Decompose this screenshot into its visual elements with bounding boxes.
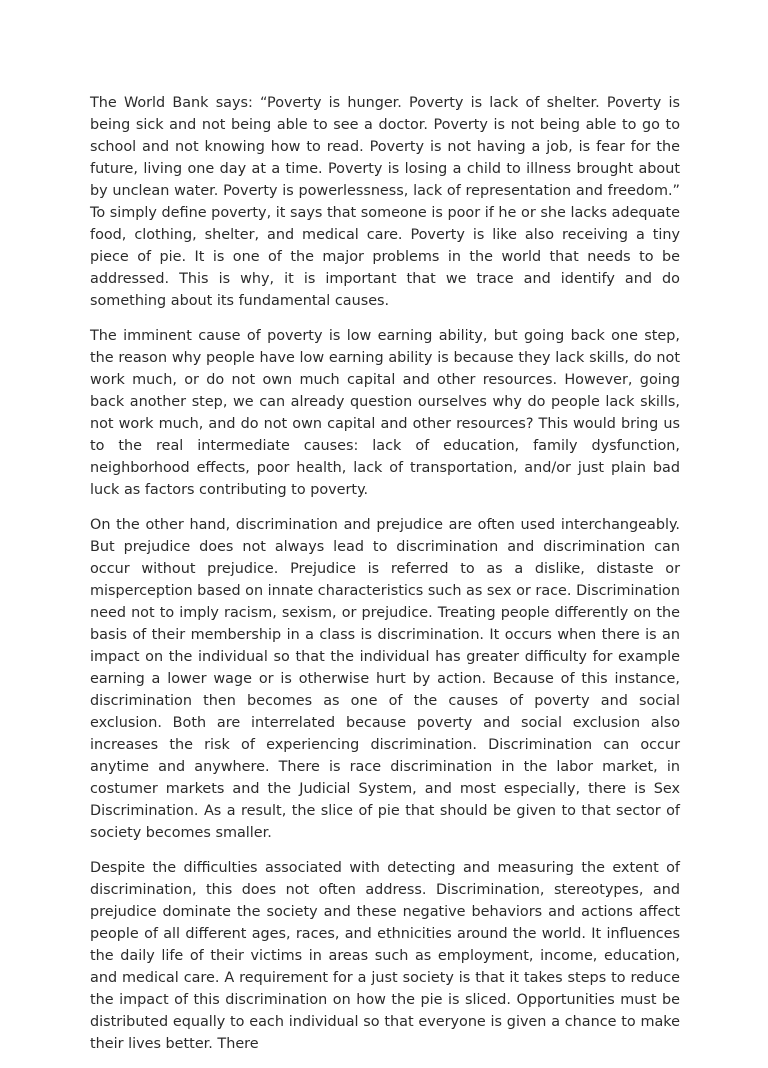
document-body [90, 92, 680, 1068]
paragraph-1: The World Bank says: “Poverty is hunger. Poverty is lack of shelter. Poverty is being sick and not being able to see a doctor. Poverty is not being able to go to school and not knowing how to read. Poverty is not having a job, is fear for the future, living one day at a time. Poverty is losing a child to illness brought about by unclean water. Poverty is powerlessness, lack of representation and freedom.” To simply define poverty, it says that someone is poor if he or she lacks adequate food, clothing, shelter, and medical care. Poverty is like also receiving a tiny piece of pie. It is one of the major problems in the world that needs to be addressed. This is why, it is important that we trace and identify and do something about its fundamental causes. [90, 95, 680, 309]
paragraph-4: Despite the difficulties associated with detecting and measuring the extent of discrimination, this does not often address. Discrimination, stereotypes, and prejudice dominate the society and these negative behaviors and actions affect people of all different ages, races, and ethnicities around the world. It influences the daily life of their victims in areas such as employment, income, education, and medical care. A requirement for a just society is that it takes steps to reduce the impact of this discrimination on how the pie is sliced. Opportunities must be distributed equally to each individual so that everyone is given a chance to make their lives better. There [90, 860, 680, 1052]
paragraph-2: The imminent cause of poverty is low earning ability, but going back one step, the reason why people have low earning ability is because they lack skills, do not work much, or do not own much capital and other resources. However, going back another step, we can already question ourselves why do people lack skills, not work much, and do not own capital and other resources? This would bring us to the real intermediate causes: lack of education, family dysfunction, neighborhood effects, poor health, lack of transportation, and/or just plain bad luck as factors contributing to poverty. [90, 328, 680, 498]
paragraph-3: On the other hand, discrimination and prejudice are often used interchangeably. But prejudice does not always lead to discrimination and discrimination can occur without prejudice. Prejudice is referred to as a dislike, distaste or misperception based on innate characteristics such as sex or race. Discrimination need not to imply racism, sexism, or prejudice. Treating people differently on the basis of their membership in a class is discrimination. It occurs when there is an impact on the individual so that the individual has greater difficulty for example earning a lower wage or is otherwise hurt by action. Because of this instance, discrimination then becomes as one of the causes of poverty and social exclusion. Both are interrelated because poverty and social exclusion also increases the risk of experiencing discrimination. Discrimination can occur anytime and anywhere. There is race discrimination in the labor market, in costumer markets and the Judicial System, and most especially, there is Sex Discrimination. As a result, the slice of pie that should be given to that sector of society becomes smaller. [90, 517, 680, 841]
